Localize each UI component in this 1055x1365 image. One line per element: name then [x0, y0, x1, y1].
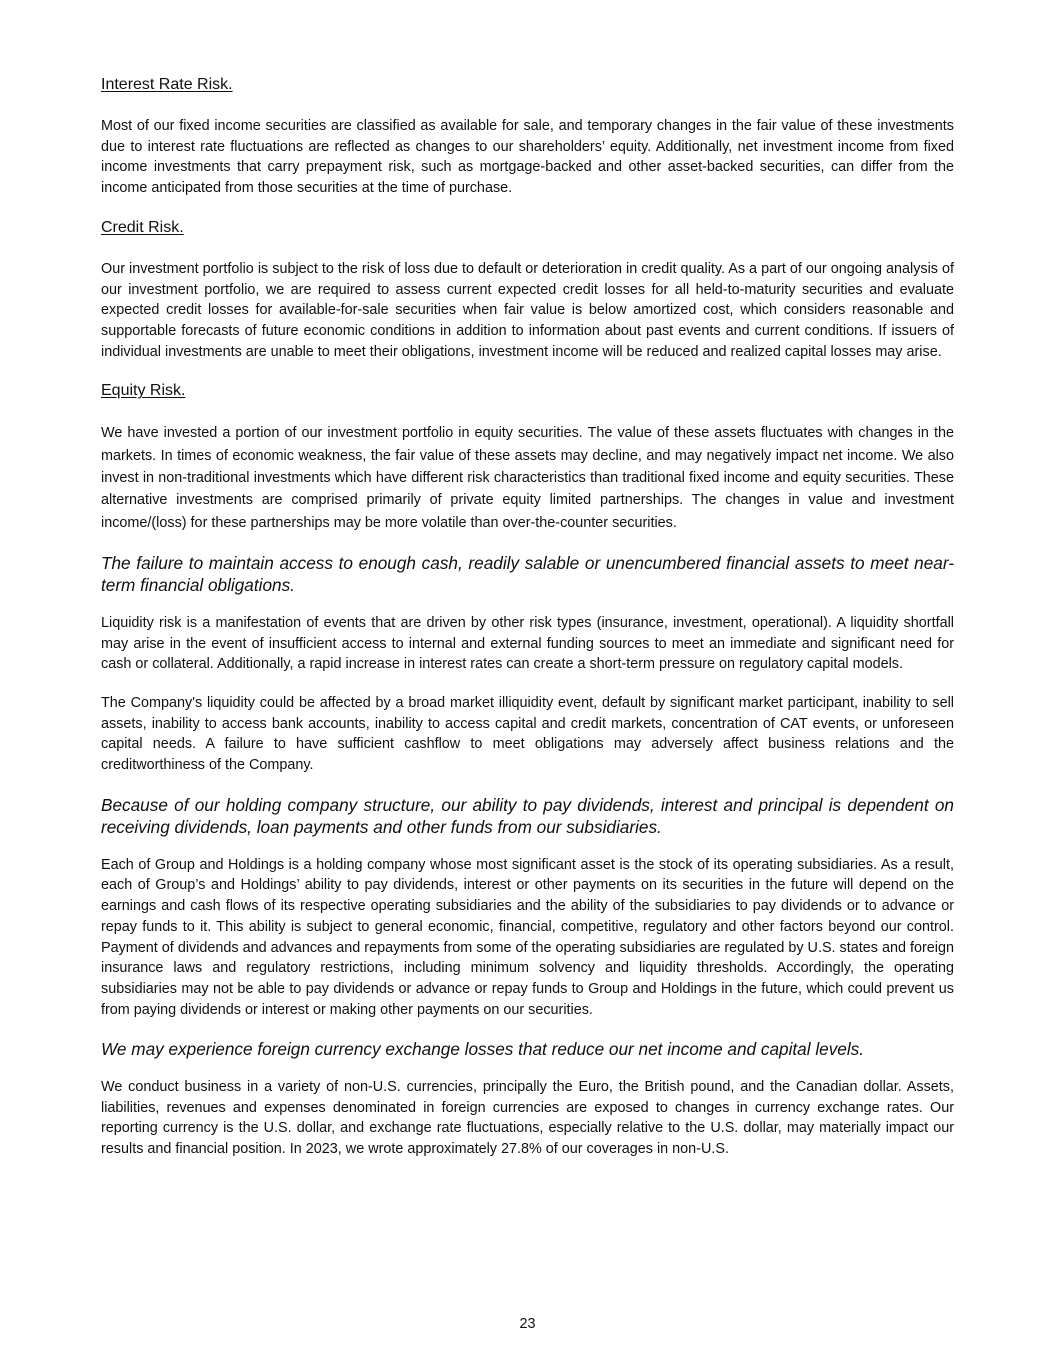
credit-risk-heading: Credit Risk.: [101, 218, 184, 236]
credit-risk-paragraph: Our investment portfolio is subject to the risk of loss due to default or deterioration in credit quality. As a part of our ongoing analysis of our investment portfolio, we are required to assess current expected credit losses for all held-to-maturity securities and evaluate expected credit losses for available-for-sale securities when fair value is below amortized cost, which considers reasonable and supportable forecasts of future economic conditions in addition to information about past events and current conditions. If issuers of individual investments are unable to meet their obligations, investment income will be reduced and realized capital losses may arise.: [101, 260, 954, 360]
document-body: [101, 74, 954, 1160]
holding-company-paragraph: Each of Group and Holdings is a holding company whose most significant asset is the stock of its operating subsidiaries. As a result, each of Group’s and Holdings’ ability to pay dividends, interest or other payments on its securities in the future will depend on the earnings and cash flows of its respective operating subsidiaries and the ability of the subsidiaries to pay dividends or to advance or repay funds to it. This ability is subject to general economic, financial, competitive, regulatory and other factors beyond our control. Payment of dividends and advances and repayments from some of the operating subsidiaries are regulated by U.S. states and foreign insurance laws and regulatory restrictions, including minimum solvency and liquidity thresholds. Accordingly, the operating subsidiaries may not be able to pay dividends or advance or repay funds to Group and Holdings in the future, which could prevent us from paying dividends or interest or making other payments on our securities.: [101, 856, 954, 1018]
equity-risk-paragraph: We have invested a portion of our investment portfolio in equity securities. The value of these assets fluctuates with changes in the markets. In times of economic weakness, the fair value of these assets may decline, and may negatively impact net income. We also invest in non-traditional investments which have different risk characteristics than traditional fixed income and equity securities. These alternative investments are comprised primarily of private equity limited partnerships. The changes in value and investment income/(loss) for these partnerships may be more volatile than over-the-counter securities.: [101, 425, 954, 531]
interest-rate-risk-heading: Interest Rate Risk.: [101, 76, 233, 93]
holding-company-heading: Because of our holding company structure, our ability to pay dividends, interest and principal is dependent on receiving dividends, loan payments and other funds from our subsidiaries.: [101, 794, 954, 838]
liquidity-risk-heading: The failure to maintain access to enough cash, readily salable or unencumbered financial assets to meet near-term financial obligations.: [101, 552, 954, 596]
page-number: 23: [519, 1316, 536, 1332]
liquidity-paragraph-2: The Company's liquidity could be affected by a broad market illiquidity event, default by significant market participant, inability to sell assets, inability to access bank accounts, inability to access capital and credit markets, concentration of CAT events, or unforeseen capital needs. A failure to have sufficient cashflow to meet obligations may adversely affect business relations and the creditworthiness of the Company.: [101, 694, 954, 774]
interest-rate-risk-paragraph: Most of our fixed income securities are classified as available for sale, and temporary changes in the fair value of these investments due to interest rate fluctuations are reflected as changes to our shareholders’ equity. Additionally, net investment income from fixed income investments that carry prepayment risk, such as mortgage-backed and other asset-backed securities, can differ from the income anticipated from those securities at the time of purchase.: [101, 118, 954, 197]
equity-risk-heading: Equity Risk.: [101, 382, 186, 400]
liquidity-paragraph-1: Liquidity risk is a manifestation of events that are driven by other risk types (insurance, investment, operational). A liquidity shortfall may arise in the event of insufficient access to internal and external funding sources to meet an immediate and significant need for cash or collateral. Additionally, a rapid increase in interest rates can create a short-term pressure on regulatory capital models.: [101, 614, 954, 673]
foreign-currency-heading: We may experience foreign currency exchange losses that reduce our net income and capital levels.: [101, 1039, 865, 1060]
foreign-currency-paragraph: We conduct business in a variety of non-U.S. currencies, principally the Euro, the British pound, and the Canadian dollar. Assets, liabilities, revenues and expenses denominated in foreign currencies are exposed to changes in currency exchange rates. Our reporting currency is the U.S. dollar, and exchange rate fluctuations, especially relative to the U.S. dollar, may materially impact our results and financial position. In 2023, we wrote approximately 27.8% of our coverages in non-U.S.: [101, 1078, 954, 1157]
